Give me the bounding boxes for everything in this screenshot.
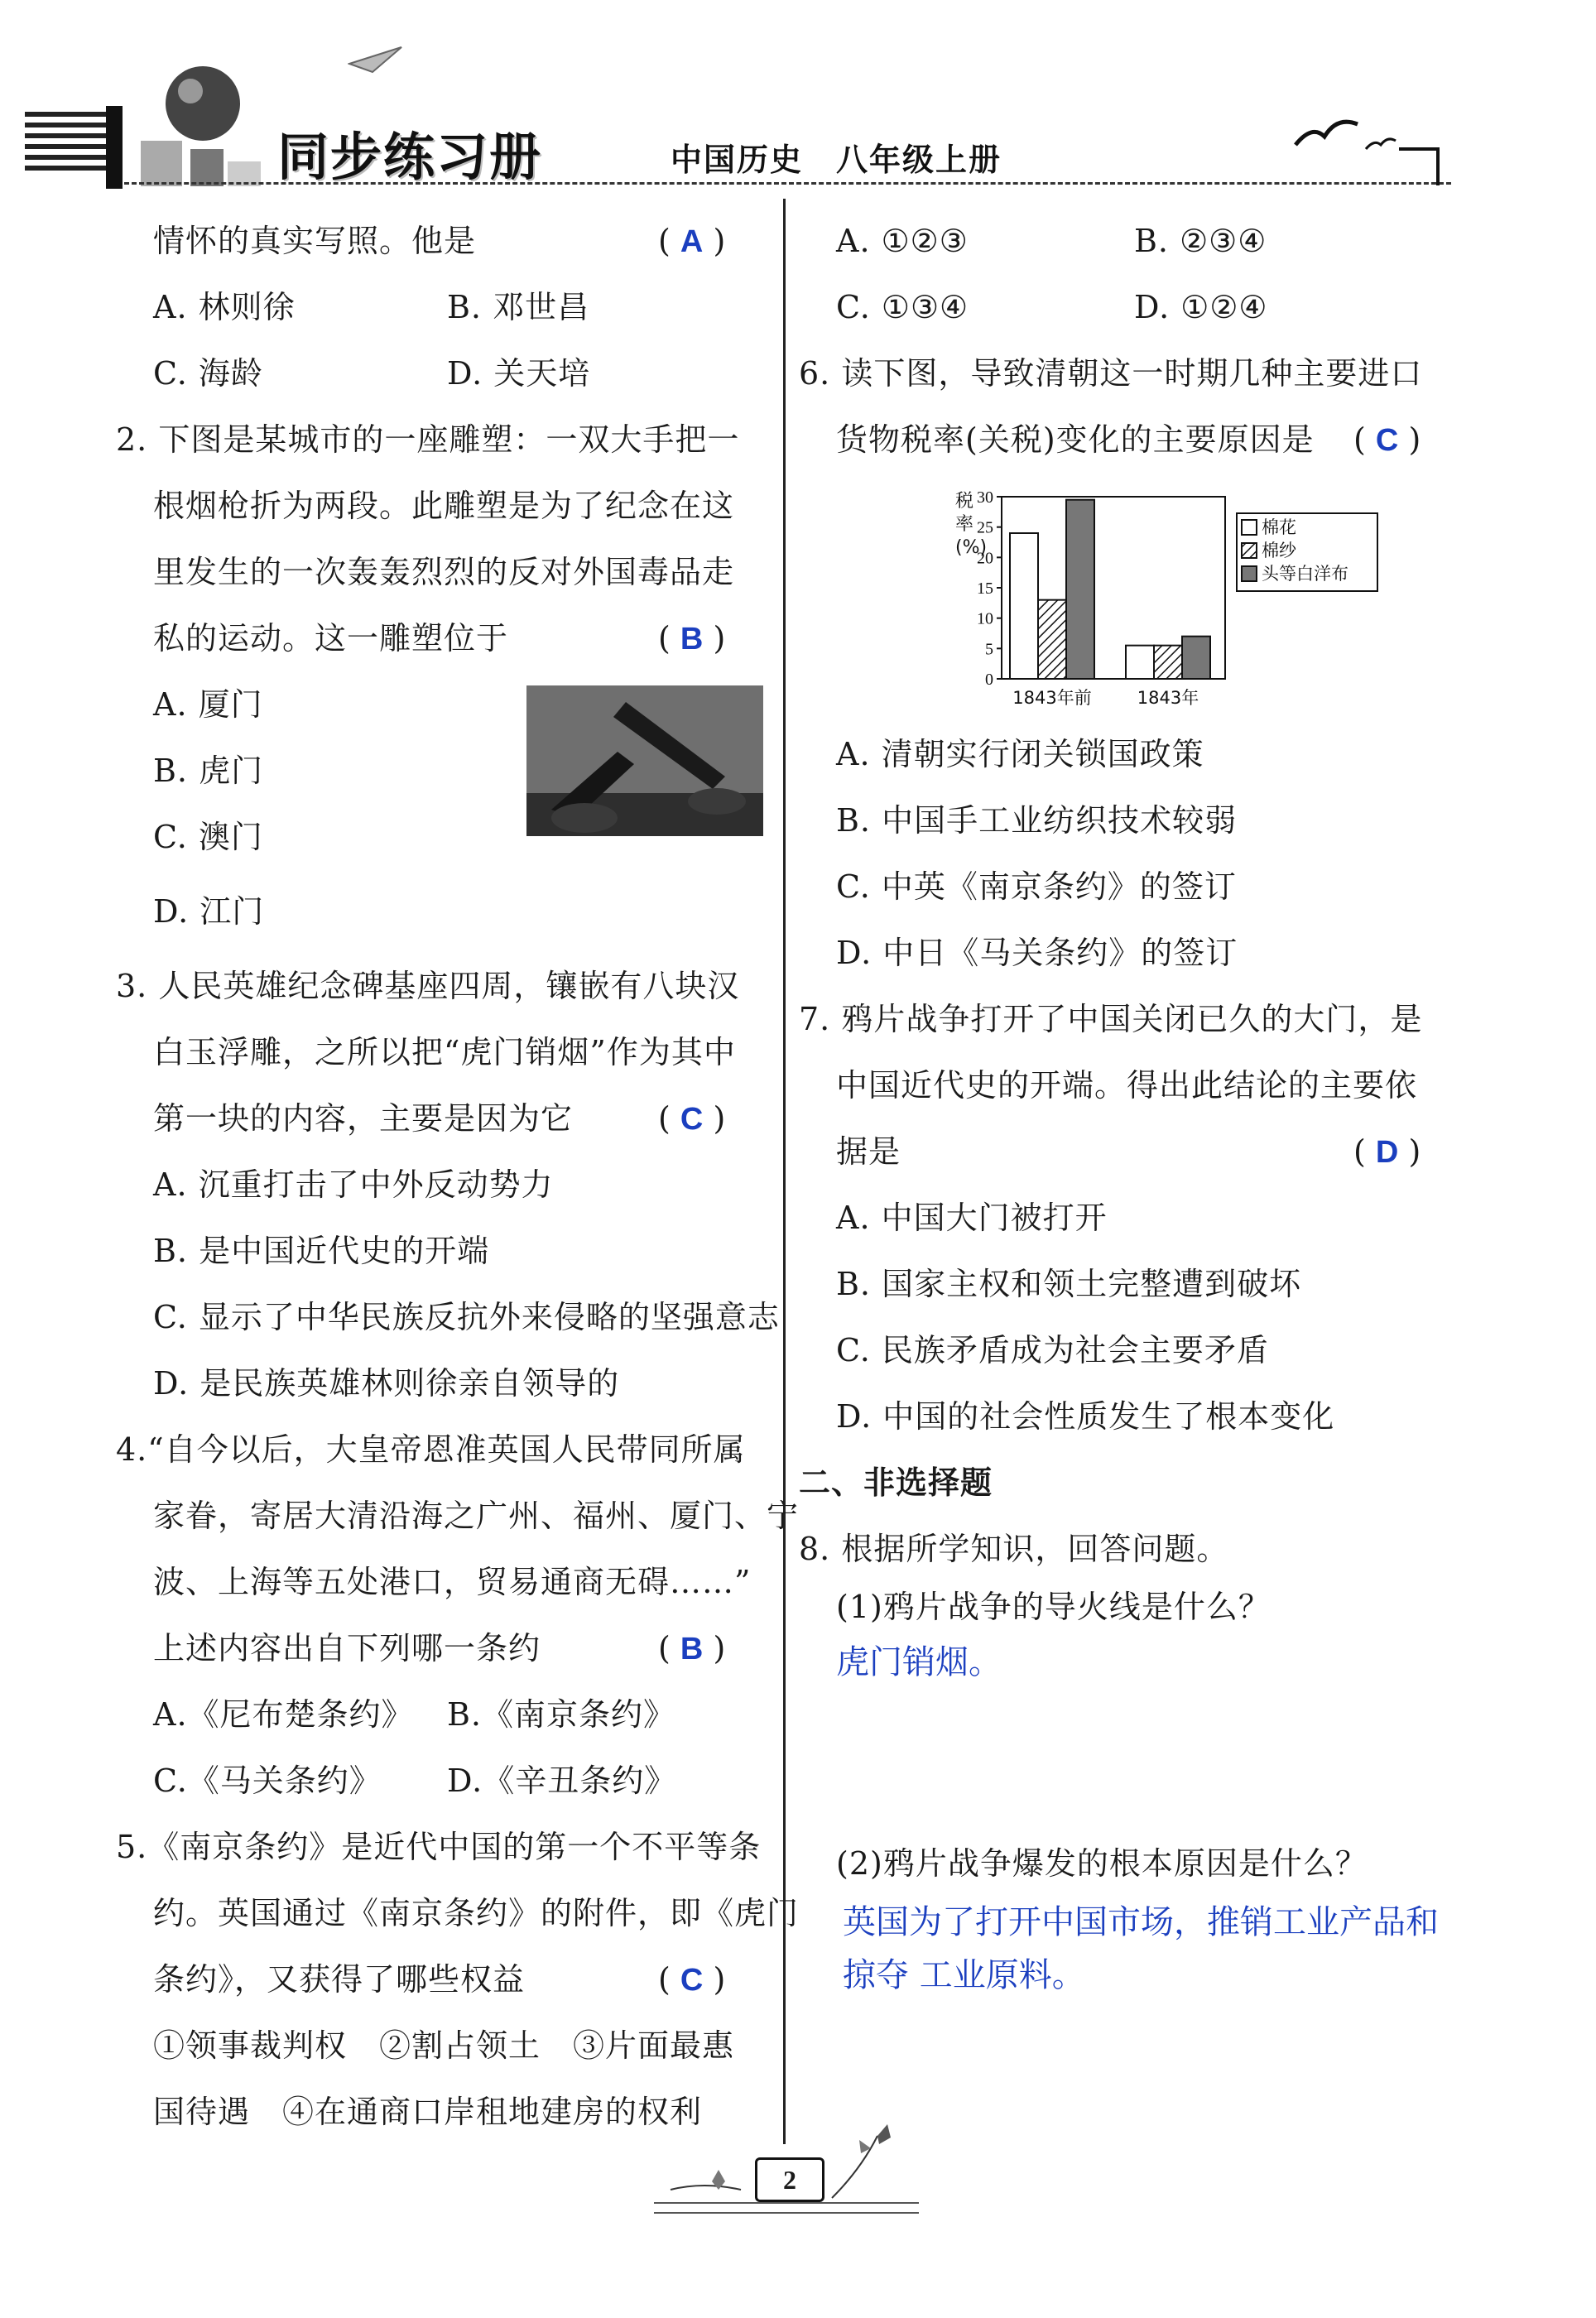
sculpture-photo (526, 685, 763, 836)
chart-legend-swatch (1242, 520, 1257, 535)
q6-option-a: A. 清朝实行闭关锁国政策 (836, 736, 1204, 772)
chart-ytick-label: 30 (977, 488, 993, 507)
q3-option-b: B. 是中国近代史的开端 (153, 1233, 490, 1269)
q7-answer: ( D ) (1353, 1133, 1421, 1170)
q3-option-c: C. 显示了中华民族反抗外来侵略的坚强意志 (153, 1299, 780, 1335)
book-subtitle: 中国历史 八年级上册 (671, 142, 1002, 178)
q5-answer: ( C ) (658, 1961, 726, 1998)
header-corner-decoration (1399, 147, 1440, 185)
q2-stem-line: 2. 下图是某城市的一座雕塑：一双大手把一 (116, 421, 740, 458)
header-rule (124, 182, 1451, 185)
q4-stem-line: 波、上海等五处港口，贸易通商无碍……” (153, 1564, 752, 1600)
chart-bar (1038, 600, 1066, 679)
q5-option-d: D. ①②④ (1134, 289, 1268, 325)
chart-ytick-label: 0 (985, 671, 993, 689)
tariff-bar-chart (952, 480, 1382, 712)
q4-answer-letter: B (680, 1632, 704, 1666)
q6-answer-letter: C (1375, 423, 1399, 458)
header-block-decoration (106, 106, 123, 189)
q2-option-d: D. 江门 (153, 893, 265, 930)
q4-stem-line: 上述内容出自下列哪一条约 (153, 1630, 541, 1666)
q1-option-b: B. 邓世昌 (447, 289, 590, 325)
chart-ytick-label: 10 (977, 609, 993, 628)
chart-xtick-label: 1843年 (1137, 688, 1199, 708)
q5-stem-line: 条约》，又获得了哪些权益 (153, 1961, 526, 1998)
q5-option-c: C. ①③④ (836, 289, 969, 325)
q6-option-d: D. 中日《马关条约》的签订 (836, 935, 1238, 971)
q3-option-d: D. 是民族英雄林则徐亲自领导的 (153, 1365, 620, 1402)
q1-answer: ( A ) (658, 223, 726, 259)
q5-item-line: 国待遇 ④在通商口岸租地建房的权利 (153, 2094, 703, 2130)
q4-stem-line: 家眷，寄居大清沿海之广州、福州、厦门、宁 (153, 1498, 800, 1534)
q7-stem-line: 据是 (836, 1133, 901, 1170)
q4-stem-line: 4.“自今以后，大皇帝恩准英国人民带同所属 (116, 1431, 746, 1468)
q4-option-d: D.《辛丑条约》 (447, 1763, 677, 1799)
q7-option-a: A. 中国大门被打开 (836, 1200, 1108, 1236)
chart-legend-label: 棉纱 (1262, 541, 1296, 560)
column-divider (783, 199, 786, 2144)
q7-stem-line: 7. 鸦片战争打开了中国关闭已久的大门，是 (799, 1001, 1423, 1037)
q6-option-b: B. 中国手工业纺织技术较弱 (836, 802, 1238, 839)
q7-option-c: C. 民族矛盾成为社会主要矛盾 (836, 1332, 1269, 1368)
q7-stem-line: 中国近代史的开端。得出此结论的主要依 (836, 1067, 1418, 1104)
q3-answer: ( C ) (658, 1100, 726, 1137)
chart-ylabel: 率 (955, 514, 974, 535)
q2-stem-line: 里发生的一次轰轰烈烈的反对外国毒品走 (153, 554, 735, 590)
q2-answer: ( B ) (658, 620, 726, 656)
q5-stem-line: 约。英国通过《南京条约》的附件，即《虎门 (153, 1895, 800, 1931)
chart-legend-swatch (1242, 566, 1257, 581)
footer-rule (654, 2202, 919, 2214)
q1-option-c: C. 海龄 (153, 355, 263, 392)
birds-icon (1291, 108, 1399, 166)
chart-legend-swatch (1242, 543, 1257, 558)
q7-option-b: B. 国家主权和领土完整遭到破坏 (836, 1266, 1302, 1302)
q8-sub1: (1)鸦片战争的导火线是什么？ (836, 1589, 1271, 1625)
q4-option-c: C.《马关条约》 (153, 1763, 382, 1799)
q6-answer: ( C ) (1353, 421, 1421, 458)
footer-flower-right-icon (828, 2119, 919, 2202)
q1-stem-line: 情怀的真实写照。他是 (153, 223, 477, 259)
q2-option-b: B. 虎门 (153, 753, 264, 789)
chart-legend-label: 棉花 (1262, 517, 1296, 537)
q4-option-b: B.《南京条约》 (447, 1696, 676, 1733)
q8-answer2-handwritten: 英国为了打开中国市场，推销工业产品和 (843, 1903, 1439, 1941)
q3-stem-line: 白玉浮雕，之所以把“虎门销烟”作为其中 (153, 1034, 736, 1070)
q7-answer-letter: D (1375, 1135, 1399, 1170)
q2-option-a: A. 厦门 (153, 686, 263, 723)
q1-answer-letter: A (680, 224, 704, 259)
chart-ytick-label: 20 (977, 549, 993, 568)
chart-bar (1126, 646, 1154, 679)
book-title: 同步练习册 (277, 127, 543, 187)
q8-sub2: (2)鸦片战争爆发的根本原因是什么？ (836, 1845, 1368, 1882)
paper-plane-icon (348, 43, 406, 76)
q5-stem-line: 5.《南京条约》是近代中国的第一个不平等条 (116, 1829, 762, 1865)
q1-option-d: D. 关天培 (447, 355, 591, 392)
q6-stem-line: 货物税率(关税)变化的主要原因是 (836, 421, 1315, 458)
q5-option-a: A. ①②③ (836, 223, 969, 259)
q3-answer-letter: C (680, 1102, 704, 1137)
q7-option-d: D. 中国的社会性质发生了根本变化 (836, 1398, 1335, 1435)
q2-answer-letter: B (680, 622, 704, 656)
chart-ytick-label: 15 (977, 580, 993, 598)
chart-bar (1154, 646, 1182, 679)
q2-stem-line: 私的运动。这一雕塑位于 (153, 620, 509, 656)
q1-option-a: A. 林则徐 (153, 289, 296, 325)
q6-option-c: C. 中英《南京条约》的签订 (836, 868, 1237, 905)
footer-flower-left-icon (662, 2144, 745, 2202)
q5-answer-letter: C (680, 1963, 704, 1998)
broken-pipe-sculpture-icon (526, 685, 763, 836)
q3-option-a: A. 沉重打击了中外反动势力 (153, 1166, 554, 1203)
q2-stem-line: 根烟枪折为两段。此雕塑是为了纪念在这 (153, 488, 735, 524)
q2-option-c: C. 澳门 (153, 819, 263, 855)
globe-icon (124, 58, 273, 190)
q3-stem-line: 3. 人民英雄纪念碑基座四周，镶嵌有八块汉 (116, 968, 740, 1004)
q8-stem: 8. 根据所学知识，回答问题。 (799, 1531, 1229, 1567)
chart-xtick-label: 1843年前 (1012, 688, 1092, 708)
q8-answer2-handwritten: 掠夺 工业原料。 (843, 1956, 1085, 1994)
chart-ytick-label: 25 (977, 518, 993, 537)
chart-bar (1010, 533, 1038, 679)
q3-stem-line: 第一块的内容，主要是因为它 (153, 1100, 574, 1137)
section-heading: 二、非选择题 (799, 1464, 993, 1501)
chart-ylabel: 税 (955, 491, 974, 512)
chart-ytick-label: 5 (985, 640, 993, 659)
q4-answer: ( B ) (658, 1630, 726, 1666)
page-number: 2 (755, 2157, 824, 2202)
q5-item-line: ①领事裁判权 ②割占领土 ③片面最惠 (153, 2027, 735, 2064)
chart-bar (1066, 500, 1094, 679)
header-bars-decoration (25, 112, 116, 186)
chart-legend-label: 头等白洋布 (1262, 564, 1348, 584)
q8-answer1-handwritten: 虎门销烟。 (836, 1643, 1002, 1681)
q5-option-b: B. ②③④ (1134, 223, 1267, 259)
q6-stem-line: 6. 读下图，导致清朝这一时期几种主要进口 (799, 355, 1423, 392)
chart-bar (1182, 637, 1210, 679)
q4-option-a: A.《尼布楚条约》 (153, 1696, 414, 1733)
chart-ylabel: (%) (955, 537, 988, 558)
